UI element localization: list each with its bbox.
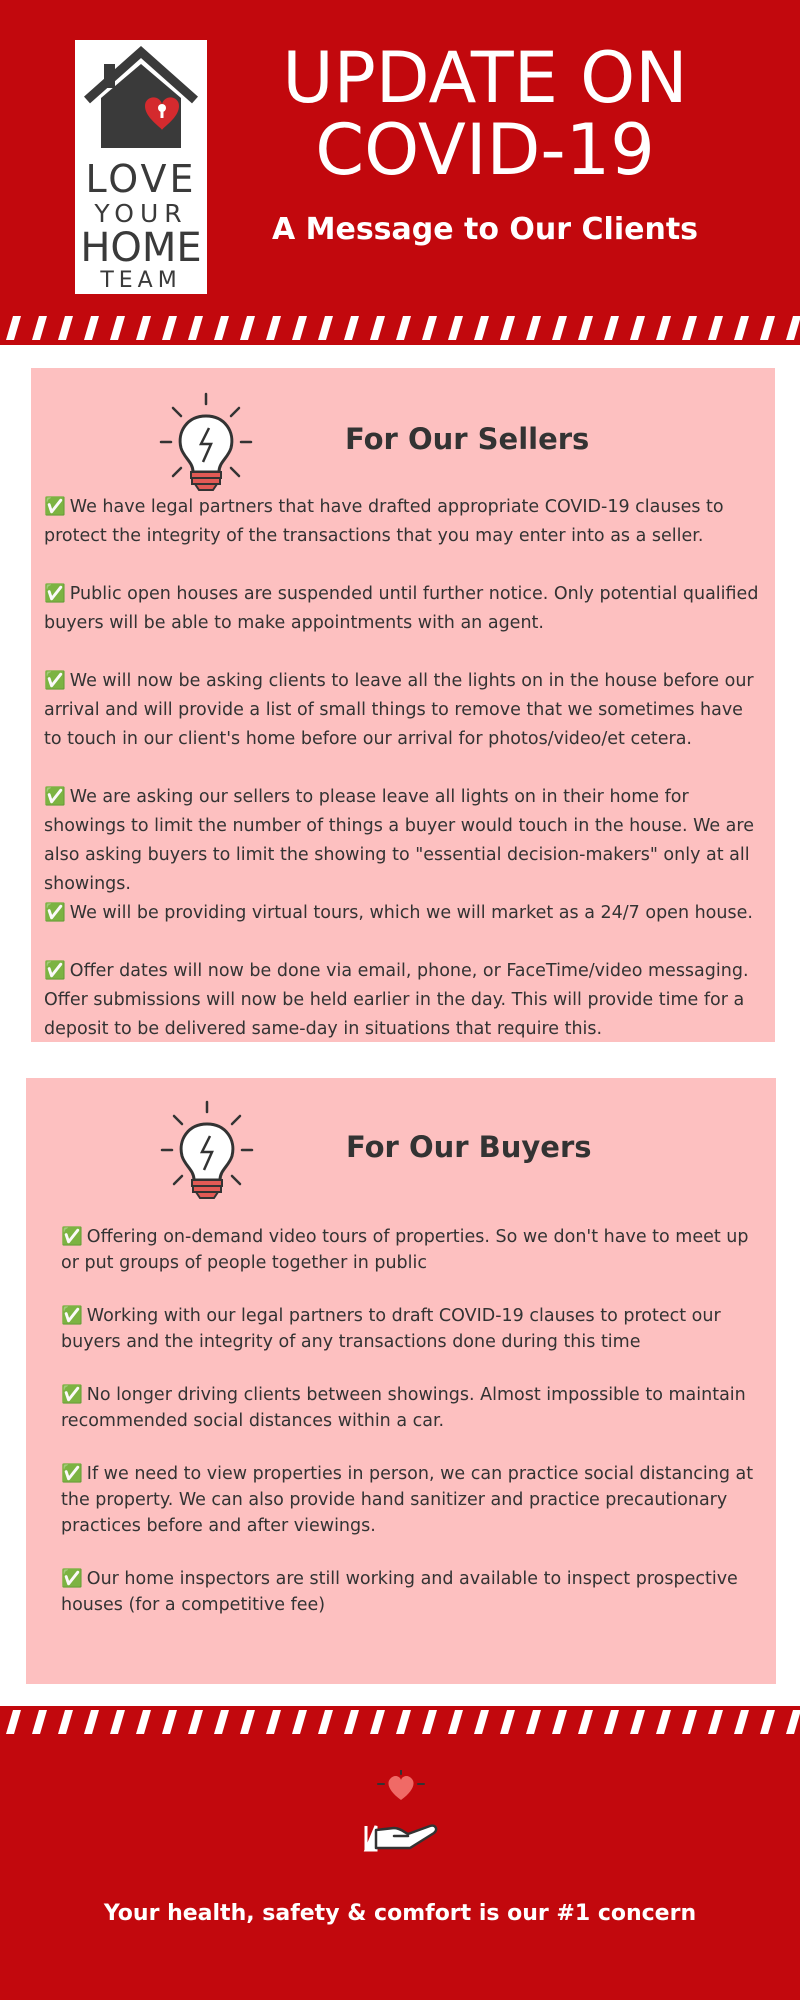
checkmark-icon: ✅ <box>61 1227 83 1247</box>
page-subtitle: A Message to Our Clients <box>271 212 699 247</box>
list-item: ✅ We will now be asking clients to leave all the lights on in the house before our arrival and will provide a list of small things to remove that we sometimes have to touch in our client's home before our arrival for photos/video/et cetera. <box>44 671 754 749</box>
header-banner <box>0 0 800 345</box>
checkmark-icon: ✅ <box>44 787 66 807</box>
title-line-2: COVID-19 <box>315 109 655 191</box>
list-item: ✅ If we need to view properties in person, we can practice social distancing at the property. We can also provide hand sanitizer and practice precautionary practices before and after viewings. <box>61 1464 754 1536</box>
list-item: ✅ We have legal partners that have drafted appropriate COVID-19 clauses to protect the integrity of the transactions that you may enter into as a seller. <box>44 497 724 546</box>
checkmark-icon: ✅ <box>44 671 66 691</box>
buyers-panel <box>26 1078 776 1684</box>
checkmark-icon: ✅ <box>61 1569 83 1589</box>
checkmark-icon: ✅ <box>61 1464 83 1484</box>
list-item: ✅ We will be providing virtual tours, which we will market as a 24/7 open house. <box>44 903 753 923</box>
logo-line-your: YOUR <box>94 199 188 228</box>
list-item: ✅ No longer driving clients between showings. Almost impossible to maintain recommended social distances within a car. <box>61 1385 746 1431</box>
logo <box>75 40 207 294</box>
sellers-title: For Our Sellers <box>345 422 590 456</box>
checkmark-icon: ✅ <box>61 1306 83 1326</box>
logo-line-team: TEAM <box>100 268 182 293</box>
footer-message: Your health, safety & comfort is our #1 concern <box>103 1901 697 1926</box>
checkmark-icon: ✅ <box>44 903 66 923</box>
checkmark-icon: ✅ <box>44 584 66 604</box>
checkmark-icon: ✅ <box>61 1385 83 1405</box>
stripe-divider-top <box>0 312 800 344</box>
checkmark-icon: ✅ <box>44 961 66 981</box>
footer-banner <box>0 1738 800 2000</box>
title-line-1: UPDATE ON <box>282 37 688 119</box>
list-item: ✅ We are asking our sellers to please leave all lights on in their home for showings to limit the number of things a buyer would touch in the house. We are also asking buyers to limit the showing to "essential decision-makers" only at all showings. <box>44 787 754 894</box>
list-item: ✅ Offering on-demand video tours of properties. So we don't have to meet up or put groups of people together in public <box>61 1227 749 1273</box>
lightbulb-icon <box>151 388 261 498</box>
logo-line-home: HOME <box>80 225 202 271</box>
list-item: ✅ Our home inspectors are still working and available to inspect prospective houses (for a competitive fee) <box>61 1569 738 1615</box>
house-heart-keyhole-icon <box>75 40 207 158</box>
page-title <box>250 37 720 191</box>
lightbulb-icon <box>152 1096 262 1206</box>
list-item: ✅ Public open houses are suspended until further notice. Only potential qualified buyers will be able to make appointments with an agent. <box>44 584 759 633</box>
list-item: ✅ Offer dates will now be done via email, phone, or FaceTime/video messaging. Offer submissions will now be held earlier in the day. This will provide time for a deposit to be delivered same-day in situations that require this. <box>44 961 749 1039</box>
logo-line-love: LOVE <box>85 157 197 201</box>
list-item: ✅ Working with our legal partners to draft COVID-19 clauses to protect our buyers and the integrity of any transactions done during this time <box>61 1306 721 1352</box>
buyers-title: For Our Buyers <box>346 1130 592 1164</box>
checkmark-icon: ✅ <box>44 497 66 517</box>
stripe-divider-bottom <box>0 1706 800 1738</box>
sellers-panel <box>31 368 775 1042</box>
hand-holding-heart-icon <box>350 1770 450 1860</box>
